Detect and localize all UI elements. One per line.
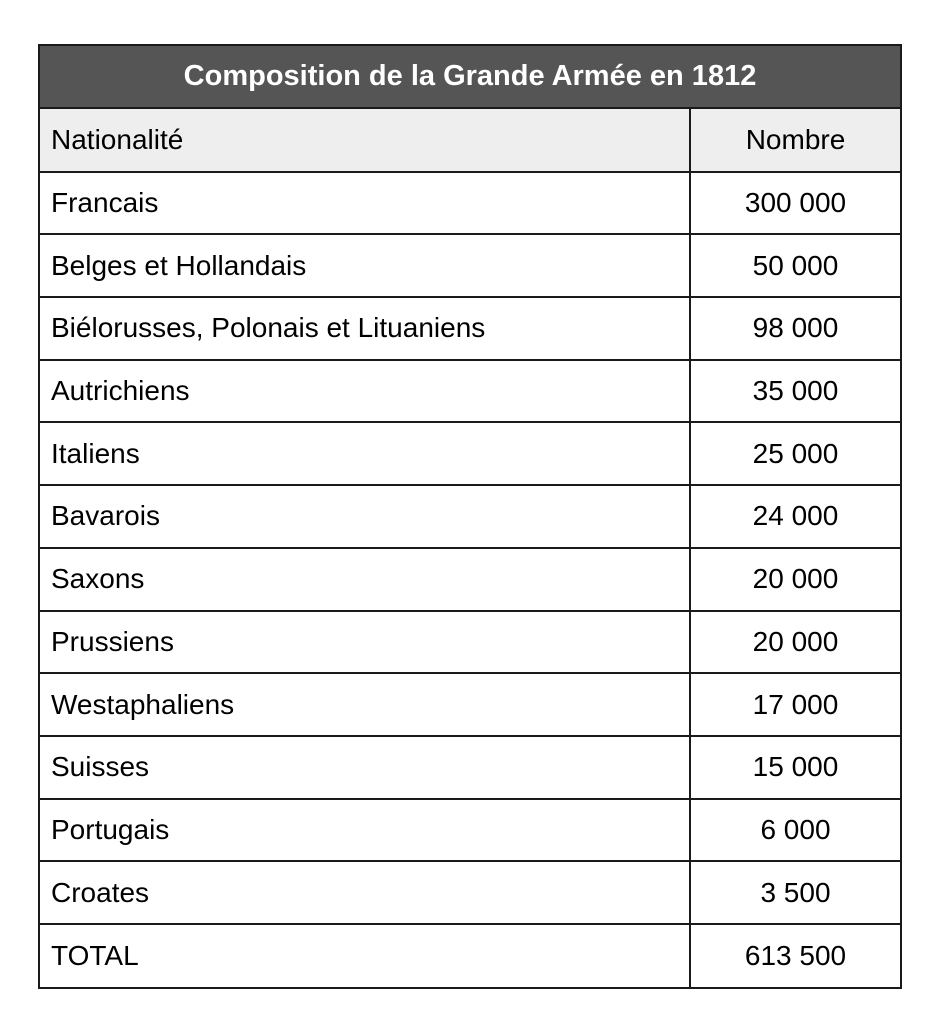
nationality-cell: Autrichiens [40,360,690,423]
column-header-count: Nombre [690,109,900,172]
table-body [40,109,900,987]
table-row [40,736,900,799]
count-cell: 98 000 [690,297,900,360]
nationality-cell: Prussiens [40,611,690,674]
count-cell: 20 000 [690,611,900,674]
table-row [40,297,900,360]
count-cell: 50 000 [690,234,900,297]
table-row [40,360,900,423]
table-row [40,548,900,611]
nationality-cell: Italiens [40,422,690,485]
table-row [40,172,900,235]
table-row [40,485,900,548]
table-row [40,611,900,674]
nationality-cell: Saxons [40,548,690,611]
table-title: Composition de la Grande Armée en 1812 [40,46,900,109]
count-cell: 300 000 [690,172,900,235]
table-row [40,799,900,862]
count-cell: 15 000 [690,736,900,799]
nationality-cell: Belges et Hollandais [40,234,690,297]
count-cell: 20 000 [690,548,900,611]
count-cell: 6 000 [690,799,900,862]
count-cell: 17 000 [690,673,900,736]
nationality-cell: Suisses [40,736,690,799]
nationality-cell: Bavarois [40,485,690,548]
nationality-cell: Biélorusses, Polonais et Lituaniens [40,297,690,360]
total-label: TOTAL [40,924,690,987]
nationality-cell: Francais [40,172,690,235]
total-count: 613 500 [690,924,900,987]
table-row [40,234,900,297]
count-cell: 25 000 [690,422,900,485]
table-grid [40,109,900,987]
army-composition-table [38,44,902,989]
count-cell: 35 000 [690,360,900,423]
column-header-nationality: Nationalité [40,109,690,172]
table-row [40,861,900,924]
table-row [40,673,900,736]
total-row [40,924,900,987]
table-row [40,422,900,485]
nationality-cell: Westaphaliens [40,673,690,736]
nationality-cell: Croates [40,861,690,924]
count-cell: 24 000 [690,485,900,548]
count-cell: 3 500 [690,861,900,924]
table-header-row [40,109,900,172]
nationality-cell: Portugais [40,799,690,862]
